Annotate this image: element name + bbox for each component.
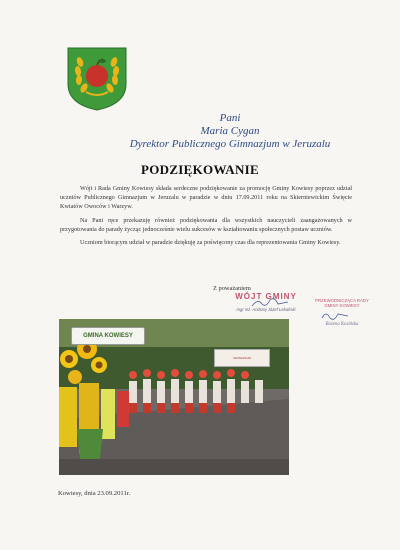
apple-wheat-crest-icon [66,46,128,112]
wojt-signature-icon [250,296,290,310]
parade-photo [59,319,289,475]
rada-signature-icon [320,310,350,322]
rada-stamp-title: PRZEWODNICZĄCA RADY GMINY KOWIESY [315,298,369,308]
date-line: Kowiesy, dnia 23.09.2011r. [58,490,131,497]
wojt-stamp-title: WÓJT GMINY [235,292,297,301]
gmina-banner: GMINA KOWIESY [71,327,145,345]
addressee-name: Maria Cygan [200,125,260,137]
letter-title: PODZIĘKOWANIE [140,162,260,177]
body-paragraph-1: Wójt i Rada Gminy Kowiesy składa serdeczne podziękowanie za promocję Gminy Kowiesy poprzez udział uczniów Publicznego Gimnazjum w Jeruzalu w paradzie w dniu 17.09.2011 roku na Skierniewickim Święcie Kwiatów Owoców i Warzyw. [60,185,352,211]
body-paragraph-3: Uczniom biorącym udział w paradzie dziękuję za poświęcony czas dla reprezentowania Gminy Kowiesy. [80,239,341,247]
wojt-stamp-name: mgr inż. Andrzej Józef Lekański [236,307,296,312]
gimnazjum-banner: GIMNAZJUM [214,349,270,367]
rada-stamp-name: Bożena Kosińska [325,322,359,327]
body-paragraph-2: Na Pani ręce przekazuję również podziękowania dla wszystkich nauczycieli zaangażowanych w przygotowania do parady życząc jednocześnie wielu sukcesów w kształtowaniu społecznych postaw uczniów. [60,216,352,233]
letter-body [60,184,352,251]
closing-regards: Z poważaniem [213,285,251,292]
addressee-block [80,112,380,151]
addressee-salutation: Pani [219,112,241,124]
addressee-position: Dyrektor Publicznego Gimnazjum w Jeruzalu [129,138,331,150]
